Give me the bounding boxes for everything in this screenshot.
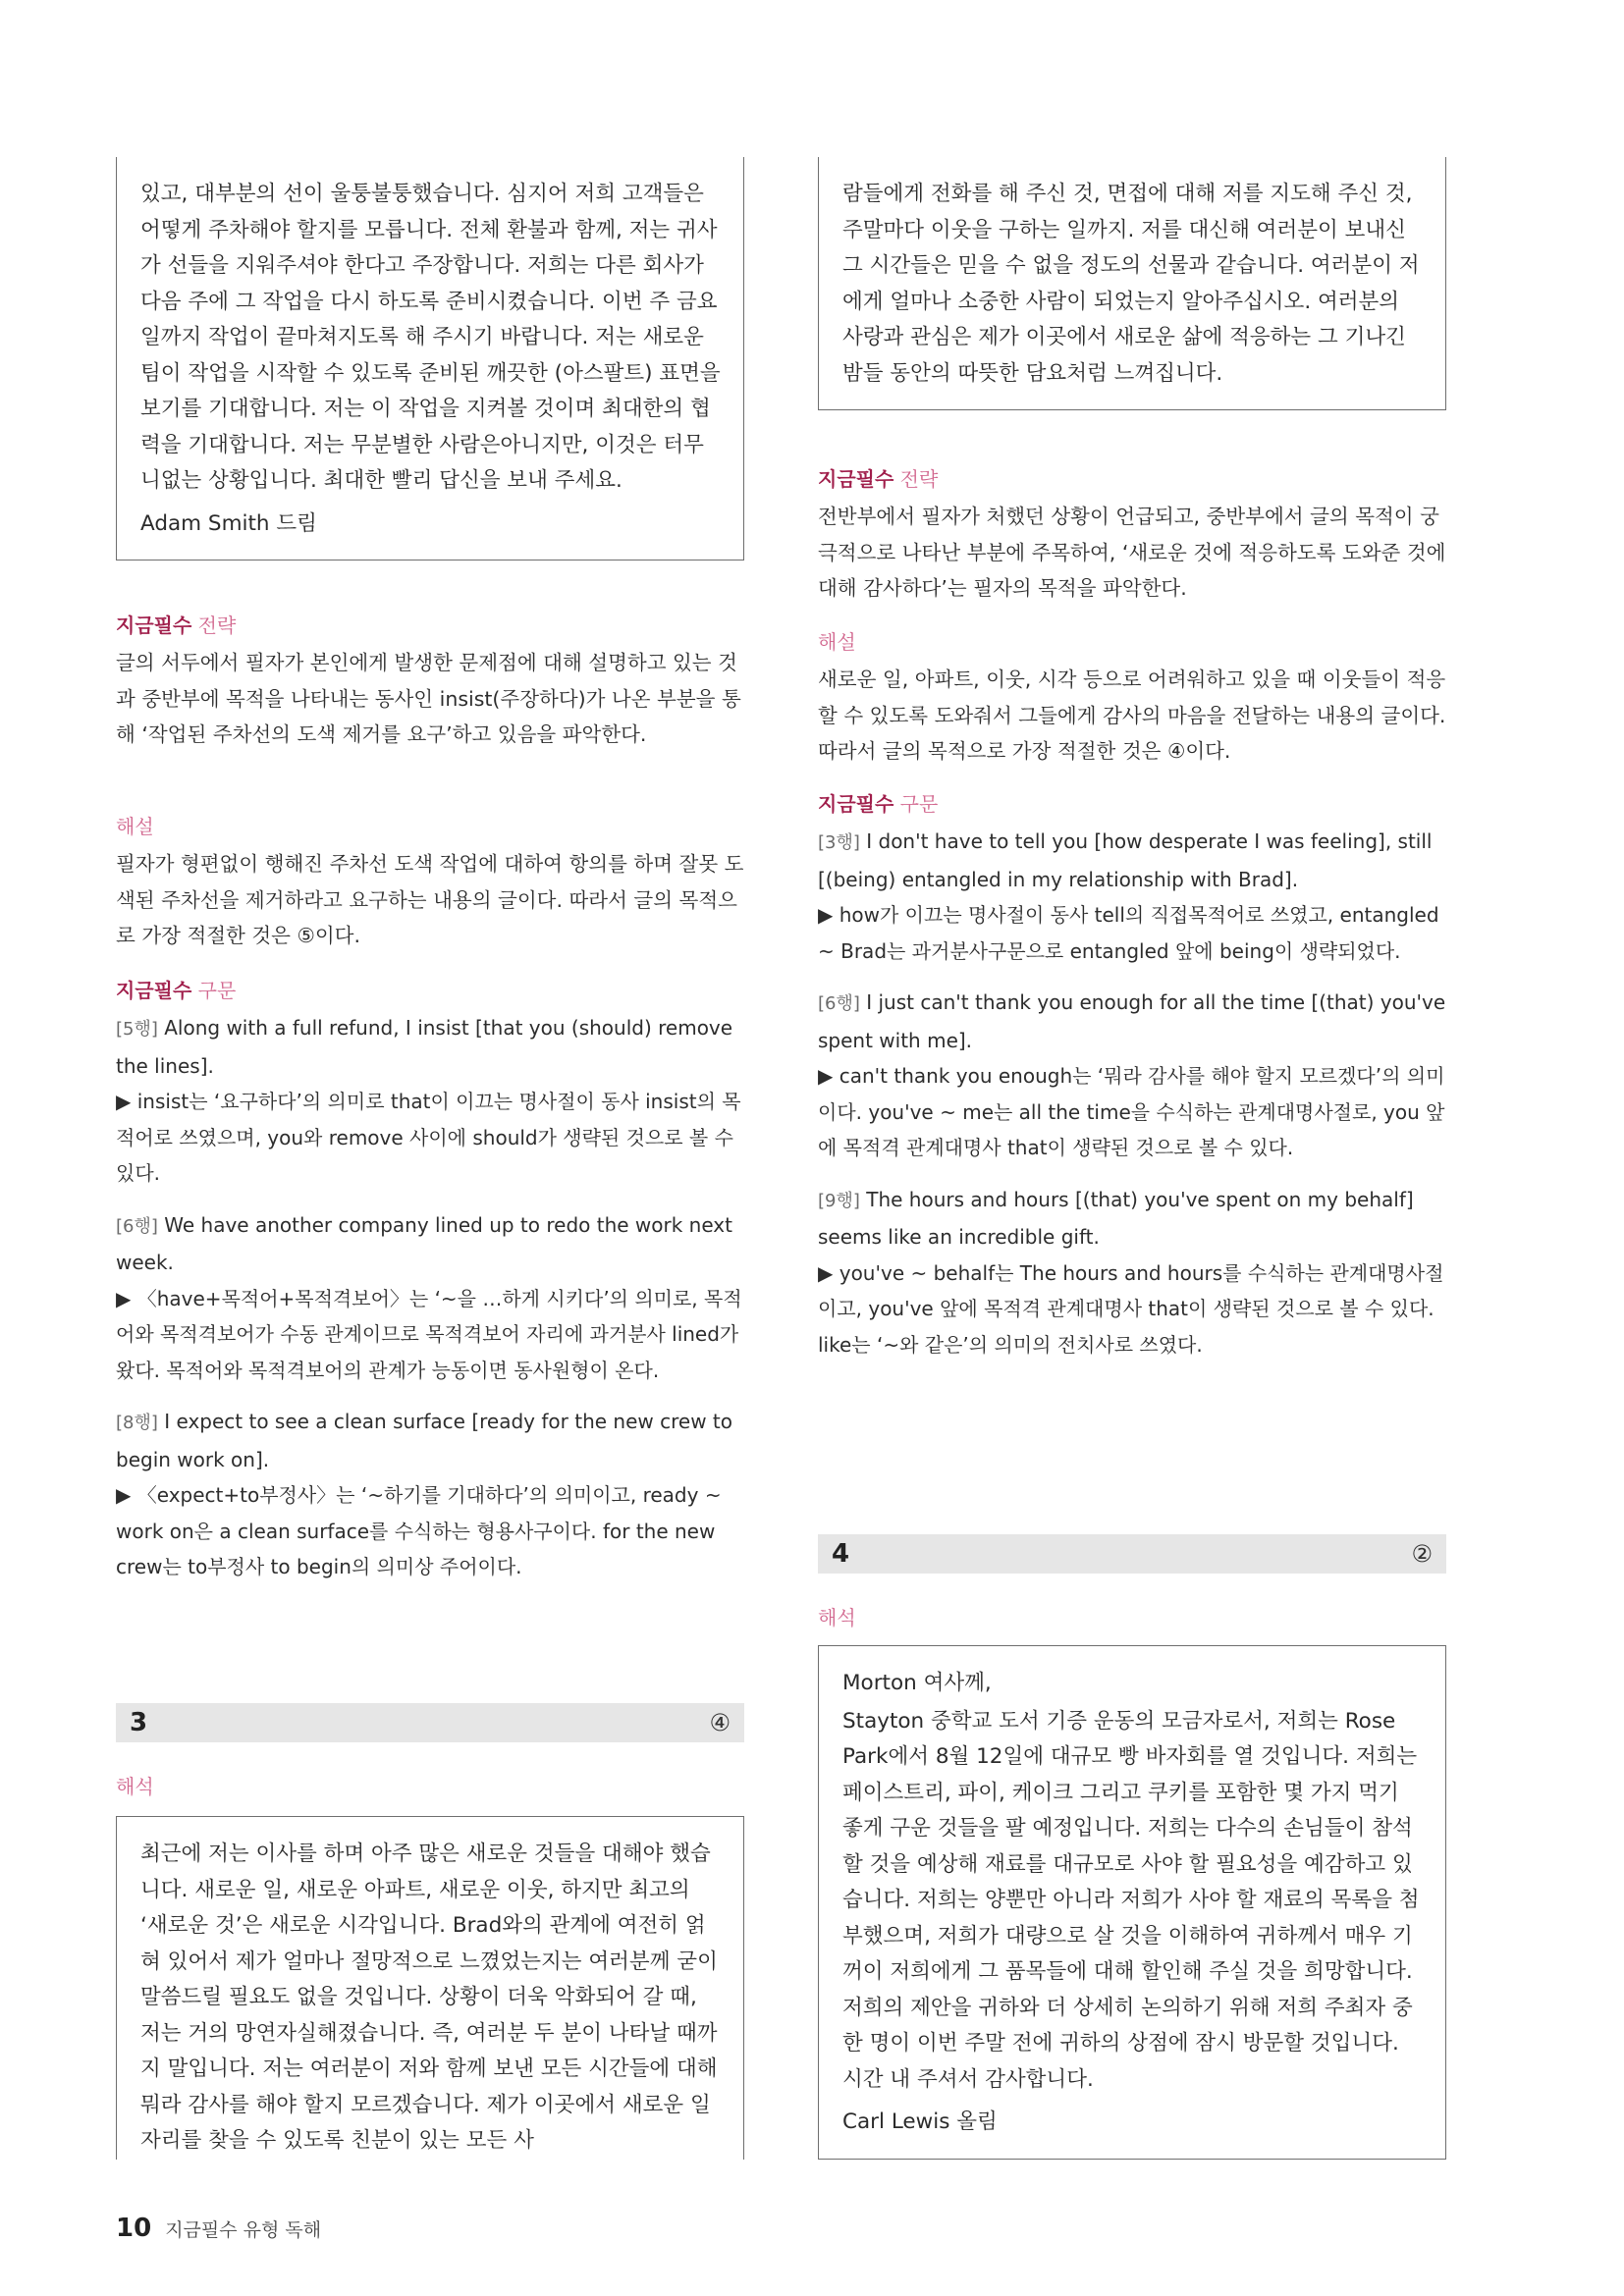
strategy-text: 글의 서두에서 필자가 본인에게 발생한 문제점에 대해 설명하고 있는 것과 중반부에 목적을 나타내는 동사인 insist(주장하다)가 나온 부분을 통해 ‘작업된 주차선의 도색 제거를 요구’하고 있음을 파악한다. <box>116 651 741 746</box>
page-number: 10 <box>116 2214 152 2243</box>
grammar-item: [9행] The hours and hours [(that) you've spent on my behalf] seems like an incredible gift. ▶ you've ~ behalf는 The hours and hours를 수식하는 관계대명사절이고, you've 앞에 목적격 관계대명사 that이 생략된 것으로 볼 수 있다. like는 ‘~와 같은’의 의미의 전치사로 쓰였다. <box>818 1187 1444 1357</box>
answer-mark: ④ <box>709 1709 731 1736</box>
explanation-text: 새로운 일, 아파트, 이웃, 시각 등으로 어려워하고 있을 때 이웃들이 적응할 수 있도록 도와줘서 그들에게 감사의 마음을 전달하는 내용의 글이다. 따라서 글의 목적으로 가장 적절한 것은 ④이다. <box>818 667 1446 763</box>
letter-body: 람들에게 전화를 해 주신 것, 면접에 대해 저를 지도해 주신 것, 주말마다 이웃을 구하는 일까지. 저를 대신해 여러분이 보내신 그 시간들은 믿을 수 없을 정도의 선물과 같습니다. 여러분이 저에게 얼마나 소중한 사람이 되었는지 알아주십시오. 여러분의 사랑과 관심은 제가 이곳에서 새로운 삶에 적응하는 그 기나긴 밤들 동안의 따뜻한 담요처럼 느껴집니다. <box>842 182 1420 386</box>
question-number: 4 <box>832 1539 850 1569</box>
letter-signature: Carl Lewis 올림 <box>842 2109 998 2134</box>
grammar-item: [5행] Along with a full refund, I insist [that you (should) remove the lines]. ▶ insist는 ‘요구하다’의 의미로 that이 이끄는 명사절이 동사 insist의 목적어로 쓰였으며, you와 remove 사이에 should가 생략된 것으로 볼 수 있다. <box>116 1016 741 1185</box>
question-number: 3 <box>130 1708 148 1737</box>
explanation-section-q2 <box>116 813 744 954</box>
strategy-section-q3 <box>818 465 1446 607</box>
letter-q3 <box>116 1816 744 2160</box>
grammar-item: [6행] We have another company lined up to redo the work next week. ▶ 〈have+목적어+목적격보어〉는 ‘~을 …하게 시키다’의 의미로, 목적어와 목적격보어가 수동 관계이므로 목적격보어 자리에 과거분사 lined가 왔다. 목적어와 목적격보어의 관계가 능동이면 동사원형이 온다. <box>116 1212 742 1382</box>
strategy-label: 지금필수 전략 <box>818 467 939 491</box>
letter-body: 있고, 대부분의 선이 울퉁불퉁했습니다. 심지어 저희 고객들은 어떻게 주차해야 할지를 모릅니다. 전체 환불과 함께, 저는 귀사가 선들을 지워주셔야 한다고 주장합니다. 저희는 다른 회사가 다음 주에 그 작업을 다시 하도록 준비시켰습니다. 이번 주 금요일까지 작업이 끝마쳐지도록 해 주시기 바랍니다. 저는 새로운 팀이 작업을 시작할 수 있도록 준비된 깨끗한 (아스팔트) 표면을 보기를 기대합니다. 저는 이 작업을 지켜볼 것이며 최대한의 협력을 기대합니다. 저는 무분별한 사람은아니지만, 이것은 터무니없는 상황입니다. 최대한 빨리 답신을 보내 주세요. <box>140 182 721 493</box>
explanation-label: 해설 <box>818 630 856 654</box>
grammar-label: 지금필수 구문 <box>116 979 237 1002</box>
letter-signature: Adam Smith 드림 <box>140 510 317 536</box>
grammar-item: [6행] I just can't thank you enough for all the time [(that) you've spent with me]. ▶ can't thank you enough는 ‘뭐라 감사를 해야 할지 모르겠다’의 의미이다. you've ~ me는 all the time을 수식하는 관계대명사절로, you 앞에 목적격 관계대명사 that이 생략된 것으로 볼 수 있다. <box>818 990 1446 1159</box>
grammar-item: [3행] I don't have to tell you [how desperate I was feeling], still [(being) entangled in my relationship with Brad]. ▶ how가 이끄는 명사절이 동사 tell의 직접목적어로 쓰였고, entangled ~ Brad는 과거분사구문으로 entangled 앞에 being이 생략되었다. <box>818 829 1439 963</box>
grammar-section-q2 <box>116 977 744 1601</box>
letter-q4 <box>818 1645 1446 2160</box>
explanation-text: 필자가 형편없이 행해진 주차선 도색 작업에 대하여 항의를 하며 잘못 도색된 주차선을 제거하라고 요구하는 내용의 글이다. 따라서 글의 목적으로 가장 적절한 것은 ⑤이다. <box>116 852 744 947</box>
strategy-section-q2 <box>116 612 744 753</box>
strategy-label: 지금필수 전략 <box>116 614 237 637</box>
page-footer <box>116 2214 321 2243</box>
explanation-label: 해설 <box>116 815 154 838</box>
answer-mark: ② <box>1411 1540 1433 1568</box>
strategy-text: 전반부에서 필자가 처했던 상황이 언급되고, 중반부에서 글의 목적이 궁극적으로 나타난 부분에 주목하여, ‘새로운 것에 적응하도록 도와준 것에 대해 감사하다’는 필자의 목적을 파악한다. <box>818 505 1446 600</box>
letter-q3-continued <box>818 157 1446 410</box>
grammar-item: [8행] I expect to see a clean surface [ready for the new crew to begin work on]. ▶ 〈expect+to부정사〉는 ‘~하기를 기대하다’의 의미이고, ready ~ work on은 a clean surface를 수식하는 형용사구이다. for the new crew는 to부정사 to begin의 의미상 주어이다. <box>116 1410 732 1578</box>
letter-salutation: Morton 여사께, <box>842 1671 992 1695</box>
letter-body: Stayton 중학교 도서 기증 운동의 모금자로서, 저희는 Rose Park에서 8월 12일에 대규모 빵 바자회를 열 것입니다. 저희는 페이스트리, 파이, 케이크 그리고 쿠키를 포함한 몇 가지 먹기 좋게 구운 것들을 팔 예정입니다. 저희는 다수의 손님들이 참석할 것을 예상해 재료를 대규모로 사야 할 필요성을 예감하고 있습니다. 저희는 양뿐만 아니라 저희가 사야 할 재료의 목록을 첨부했으며, 저희가 대량으로 살 것을 이해하여 귀하께서 매우 기꺼이 저희에게 그 품목들에 대해 할인해 주실 것을 희망합니다. 저희의 제안을 귀하와 더 상세히 논의하기 위해 저희 주최자 중 한 명이 이번 주말 전에 귀하의 상점에 잠시 방문할 것입니다. 시간 내 주셔서 감사합니다. <box>842 1708 1420 2092</box>
translation-label: 해석 <box>818 1606 856 1629</box>
book-title: 지금필수 유형 독해 <box>165 2219 322 2241</box>
translation-label: 해석 <box>116 1775 154 1798</box>
explanation-section-q3 <box>818 628 1446 770</box>
question-header-3 <box>116 1703 744 1742</box>
letter-body: 최근에 저는 이사를 하며 아주 많은 새로운 것들을 대해야 했습니다. 새로운 일, 새로운 아파트, 새로운 이웃, 하지만 최고의 ‘새로운 것’은 새로운 시각입니다. Brad와의 관계에 여전히 얽혀 있어서 제가 얼마나 절망적으로 느꼈었는지는 여러분께 굳이 말씀드릴 필요도 없을 것입니다. 상황이 더욱 악화되어 갈 때, 저는 거의 망연자실해졌습니다. 즉, 여러분 두 분이 나타날 때까지 말입니다. 저는 여러분이 저와 함께 보낸 모든 시간들에 대해 뭐라 감사를 해야 할지 모르겠습니다. 제가 이곳에서 새로운 일자리를 찾을 수 있도록 친분이 있는 모든 사 <box>140 1842 718 2153</box>
letter-q2-continued <box>116 157 744 561</box>
grammar-label: 지금필수 구문 <box>818 792 939 816</box>
grammar-section-q3 <box>818 790 1446 1378</box>
question-header-4 <box>818 1534 1446 1574</box>
